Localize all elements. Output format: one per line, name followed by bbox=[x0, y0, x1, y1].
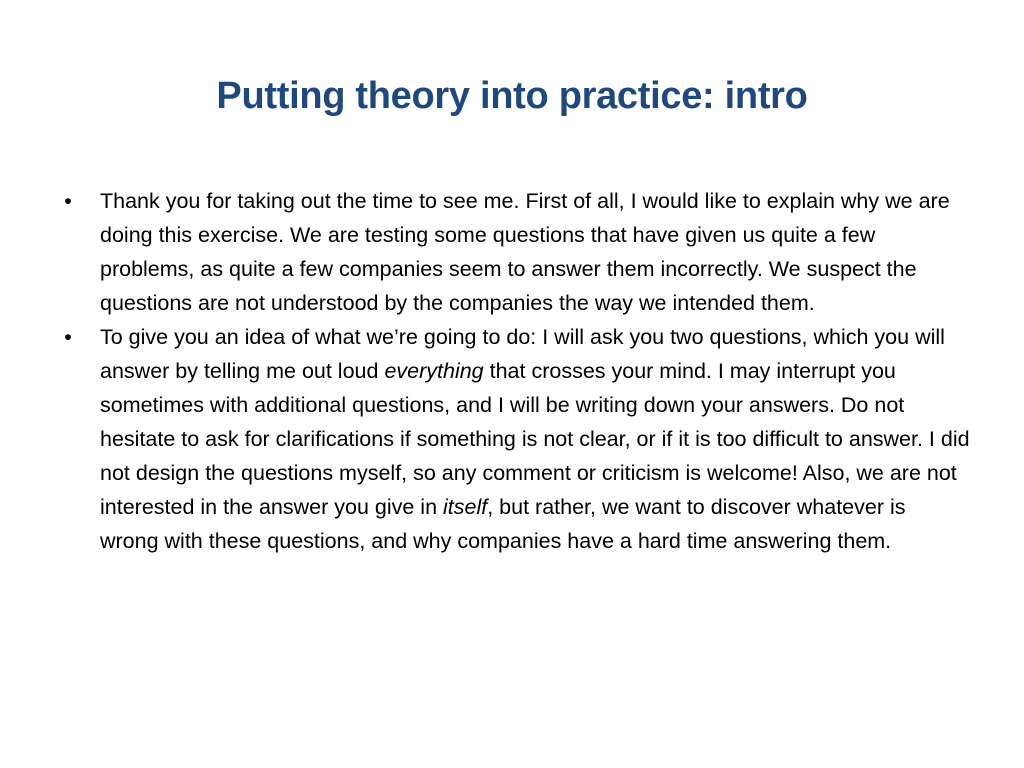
bullet-marker: • bbox=[64, 325, 72, 349]
slide-title: Putting theory into practice: intro bbox=[216, 75, 808, 117]
bullet-text bbox=[100, 325, 970, 553]
emphasized-word: everything bbox=[384, 359, 484, 383]
bullet-text-part: To give you an idea of what we’re going to do: I will ask you two questions, which you will answer by telling me out loud bbox=[100, 325, 945, 383]
slide-body bbox=[58, 184, 970, 558]
bullet-text-part: , but rather, we want to discover whatever is wrong with these questions, and why companies have a hard time answering them. bbox=[100, 495, 906, 553]
emphasized-word: itself bbox=[443, 495, 488, 519]
bullet-item-1 bbox=[58, 184, 970, 320]
bullet-item-2 bbox=[58, 320, 970, 558]
bullet-text: Thank you for taking out the time to see me. First of all, I would like to explain why we are doing this exercise. We are testing some questions that have given us quite a few problems, as quite a few companies seem to answer them incorrectly. We suspect the questions are not understood by the companies the way we intended them. bbox=[100, 189, 950, 315]
bullet-marker: • bbox=[64, 189, 72, 213]
bullet-text-part: that crosses your mind. I may interrupt you sometimes with additional questions, and I will be writing down your answers. Do not hesitate to ask for clarifications if something is not clear, or if it is too difficult to answer. I did not design the questions myself, so any comment or criticism is welcome! Also, we are not interested in the answer you give in bbox=[100, 359, 970, 519]
